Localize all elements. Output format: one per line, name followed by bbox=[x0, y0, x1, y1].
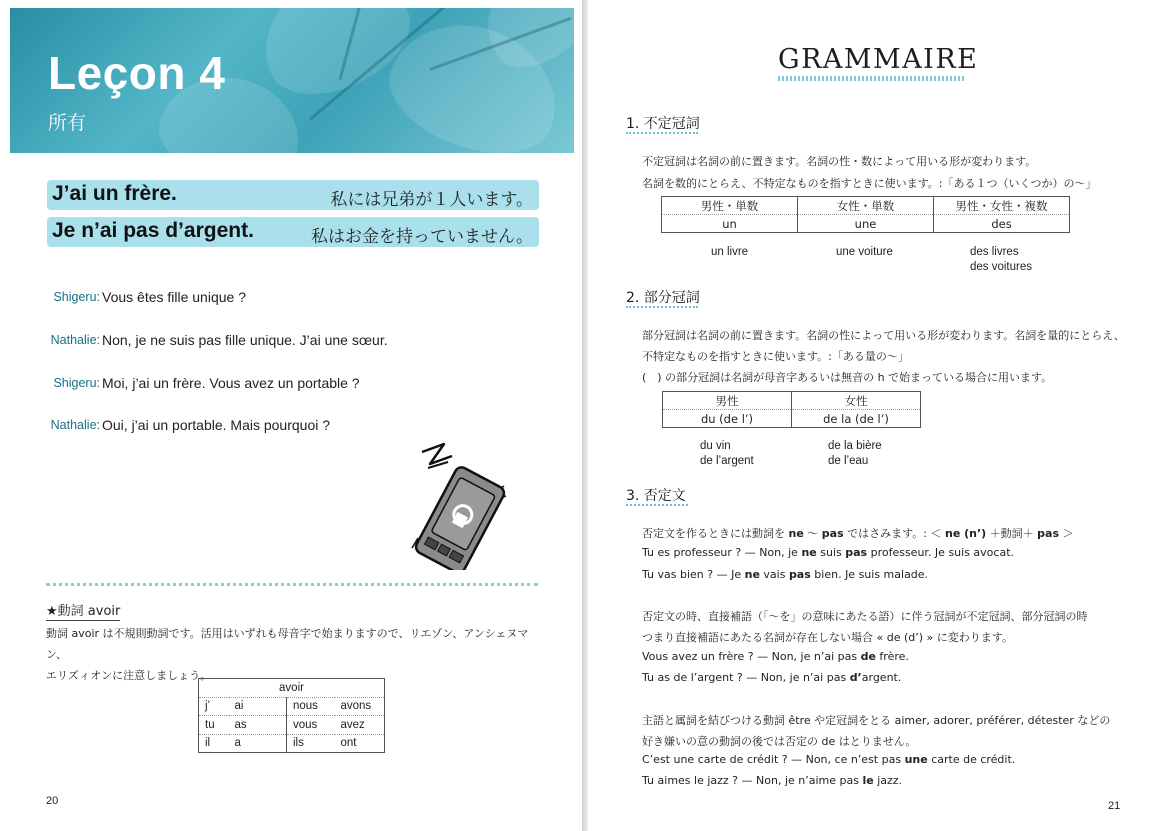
bold-word: pas bbox=[845, 546, 868, 559]
text-run: 〜 bbox=[803, 527, 822, 540]
left-page bbox=[0, 0, 582, 831]
text-run: Tu es professeur ? — Non, je bbox=[642, 546, 802, 559]
key-phrase-2 bbox=[47, 217, 539, 247]
text-run: vais bbox=[759, 568, 789, 581]
bold-word: ne bbox=[788, 527, 804, 540]
text-run: 否定文を作るときには動詞を bbox=[642, 527, 789, 540]
example-sentence bbox=[642, 753, 1015, 766]
lesson-banner bbox=[10, 8, 574, 153]
avoir-explanation-line: 動詞 avoir は不規則動詞です。活用はいずれも母音字で始まりますので、リエゾン、アンシェヌマン、 bbox=[46, 627, 529, 661]
section-title-text: 2. 部分冠詞 bbox=[626, 290, 700, 306]
vibration-zigzag bbox=[422, 444, 452, 464]
pronoun-cell: tu bbox=[199, 716, 229, 735]
grammar-heading-underline bbox=[778, 76, 965, 81]
bold-word: ne bbox=[801, 546, 817, 559]
text-run: suis bbox=[816, 546, 846, 559]
verb-cell: a bbox=[229, 734, 287, 753]
column-header: 女性・単数 bbox=[798, 197, 934, 215]
text-run: bien. Je suis malade. bbox=[810, 568, 929, 581]
lesson-subtitle: 所有 bbox=[48, 112, 87, 134]
example-sentence bbox=[642, 568, 928, 581]
speaker-name: Shigeru: bbox=[53, 290, 100, 304]
paragraph: つまり直接補語にあたる名詞が存在しない場合 « de (d’) » に変わります。 bbox=[642, 631, 1013, 644]
indefinite-article-table bbox=[661, 196, 1070, 233]
bold-word: ne (n’) bbox=[944, 527, 987, 540]
table-row bbox=[662, 215, 1070, 233]
pronoun-cell: il bbox=[199, 734, 229, 753]
text-run: Tu aimes le jazz ? — Non, je n’aime pas bbox=[642, 774, 863, 787]
paragraph: 主語と属詞を結びつける動詞 être や定冠詞をとる aimer, adorer, préférer, détester などの bbox=[642, 714, 1111, 727]
pronoun-cell: ils bbox=[287, 734, 335, 753]
bold-word: pas bbox=[1037, 527, 1060, 540]
column-header: 男性・女性・複数 bbox=[934, 197, 1070, 215]
table-row bbox=[199, 734, 385, 753]
verb-cell: ai bbox=[229, 697, 287, 716]
speaker-name: Nathalie: bbox=[50, 418, 100, 432]
text-run: jazz. bbox=[873, 774, 903, 787]
verb-cell: as bbox=[229, 716, 287, 735]
section-title-partitive-article bbox=[626, 287, 700, 307]
key-phrase-french: J’ai un frère. bbox=[52, 182, 177, 205]
section-underline bbox=[626, 132, 698, 134]
avoir-heading: ★動詞 avoir bbox=[46, 600, 120, 621]
example-word-line: de l’argent bbox=[700, 455, 754, 467]
text-run: Tu vas bien ? — Je bbox=[642, 568, 745, 581]
text-run: carte de crédit. bbox=[927, 753, 1016, 766]
dialogue-text: Oui, j’ai un portable. Mais pourquoi ? bbox=[102, 417, 331, 433]
dialogue-text: Non, je ne suis pas fille unique. J’ai une sœur. bbox=[102, 332, 388, 348]
verb-cell: avons bbox=[335, 697, 385, 716]
table-row bbox=[199, 697, 385, 716]
avoir-explanation-line: エリズィオンに注意しましょう。 bbox=[46, 669, 212, 682]
example-word: un livre bbox=[711, 246, 749, 258]
text-run: professeur. Je suis avocat. bbox=[867, 546, 1015, 559]
paragraph: 否定文の時、直接補語（「〜を」の意味にあたる語）に伴う冠詞が不定冠詞、部分冠詞の時 bbox=[642, 610, 1088, 623]
section-title-negation bbox=[626, 485, 686, 505]
bold-word: le bbox=[862, 774, 874, 787]
table-header-row bbox=[662, 197, 1070, 215]
example-sentence bbox=[642, 650, 909, 663]
paragraph: 好き嫌いの意の動詞の後では否定の de はとりません。 bbox=[642, 735, 917, 748]
key-phrase-1 bbox=[47, 180, 539, 210]
article-form: une bbox=[798, 215, 934, 233]
dialogue-text: Moi, j’ai un frère. Vous avez un portable ? bbox=[102, 375, 360, 391]
conjugation-header: avoir bbox=[279, 681, 304, 694]
avoir-conjugation-table bbox=[198, 678, 385, 753]
bold-word: pas bbox=[788, 568, 811, 581]
example-sentence bbox=[642, 546, 1014, 559]
section-underline bbox=[626, 504, 688, 506]
key-phrase-french: Je n’ai pas d’argent. bbox=[52, 219, 254, 242]
paragraph: 部分冠詞は名詞の前に置きます。名詞の性によって用いる形が変わります。名詞を量的にとらえ、 bbox=[642, 329, 1125, 342]
article-form: un bbox=[662, 215, 798, 233]
example-word-line: de la bière bbox=[828, 440, 882, 452]
section-title-text: 3. 否定文 bbox=[626, 488, 686, 504]
bold-word: d’ bbox=[849, 671, 862, 684]
paragraph: 不特定なものを指すときに使います。:「ある量の〜」 bbox=[642, 350, 909, 363]
ringing-phone-illustration bbox=[408, 430, 518, 570]
text-run: argent. bbox=[861, 671, 902, 684]
page-number: 20 bbox=[46, 795, 59, 807]
bold-word: ne bbox=[744, 568, 760, 581]
column-header: 男性・単数 bbox=[700, 198, 759, 213]
right-page bbox=[588, 0, 1173, 831]
text-run: ＞ bbox=[1059, 527, 1074, 540]
pronoun-cell: j’ bbox=[199, 697, 229, 716]
table-header-row bbox=[663, 392, 921, 410]
article-form: des bbox=[934, 215, 1070, 233]
page-number: 21 bbox=[1108, 800, 1121, 812]
text-run: C’est une carte de crédit ? — Non, ce n’est pas bbox=[642, 753, 905, 766]
bold-word: de bbox=[860, 650, 876, 663]
lesson-title: Leçon 4 bbox=[48, 47, 226, 99]
speaker-name: Shigeru: bbox=[53, 376, 100, 390]
table-row bbox=[663, 410, 921, 428]
speaker-name: Nathalie: bbox=[50, 333, 100, 347]
example-word: une voiture bbox=[836, 246, 893, 258]
key-phrase-japanese: 私はお金を持っていません。 bbox=[310, 227, 533, 247]
example-word-line: des voitures bbox=[970, 261, 1033, 273]
verb-cell: ont bbox=[335, 734, 385, 753]
column-header: 女性 bbox=[792, 392, 921, 410]
example-sentence bbox=[642, 671, 901, 684]
table-row bbox=[199, 716, 385, 735]
text-run: frère. bbox=[875, 650, 909, 663]
article-form: de la (de l’) bbox=[792, 410, 921, 428]
example-word-line: du vin bbox=[700, 440, 731, 452]
bold-word: une bbox=[904, 753, 928, 766]
paragraph: 名詞を数的にとらえ、不特定なものを指すときに使います。:「ある１つ（いくつか）の〜」 bbox=[642, 177, 1097, 190]
text-run: ＋動詞＋ bbox=[986, 527, 1038, 540]
section-divider bbox=[46, 583, 538, 586]
partitive-article-table bbox=[662, 391, 921, 428]
section-title-text: 1. 不定冠詞 bbox=[626, 116, 700, 132]
column-header: 男性 bbox=[715, 393, 739, 408]
bold-word: pas bbox=[821, 527, 844, 540]
text-run: ではさみます。: ＜ bbox=[843, 527, 945, 540]
example-word bbox=[828, 439, 882, 469]
example-word-line: des livres bbox=[970, 246, 1019, 258]
dialogue-text: Vous êtes fille unique ? bbox=[102, 289, 246, 305]
section-title-indefinite-article bbox=[626, 113, 700, 133]
grammar-heading: GRAMMAIRE bbox=[778, 44, 979, 75]
pronoun-cell: vous bbox=[287, 716, 335, 735]
key-phrase-japanese: 私には兄弟が１人います。 bbox=[330, 190, 533, 210]
verb-cell: avez bbox=[335, 716, 385, 735]
example-word-line: de l’eau bbox=[828, 455, 869, 467]
paragraph: 不定冠詞は名詞の前に置きます。名詞の性・数によって用いる形が変わります。 bbox=[642, 155, 1037, 168]
text-run: Tu as de l’argent ? — Non, je n’ai pas bbox=[642, 671, 850, 684]
text-run: Vous avez un frère ? — Non, je n’ai pas bbox=[642, 650, 861, 663]
paragraph bbox=[642, 525, 1074, 541]
phone-body bbox=[414, 465, 507, 570]
section-underline bbox=[626, 306, 698, 308]
avoir-explanation bbox=[46, 623, 546, 686]
paragraph: ( ) の部分冠詞は名詞が母音字あるいは無音の h で始まっている場合に用います。 bbox=[642, 371, 1053, 384]
example-word bbox=[970, 245, 1032, 275]
article-form: du (de l’) bbox=[663, 410, 792, 428]
example-sentence bbox=[642, 774, 902, 787]
example-word bbox=[700, 439, 754, 469]
pronoun-cell: nous bbox=[287, 697, 335, 716]
